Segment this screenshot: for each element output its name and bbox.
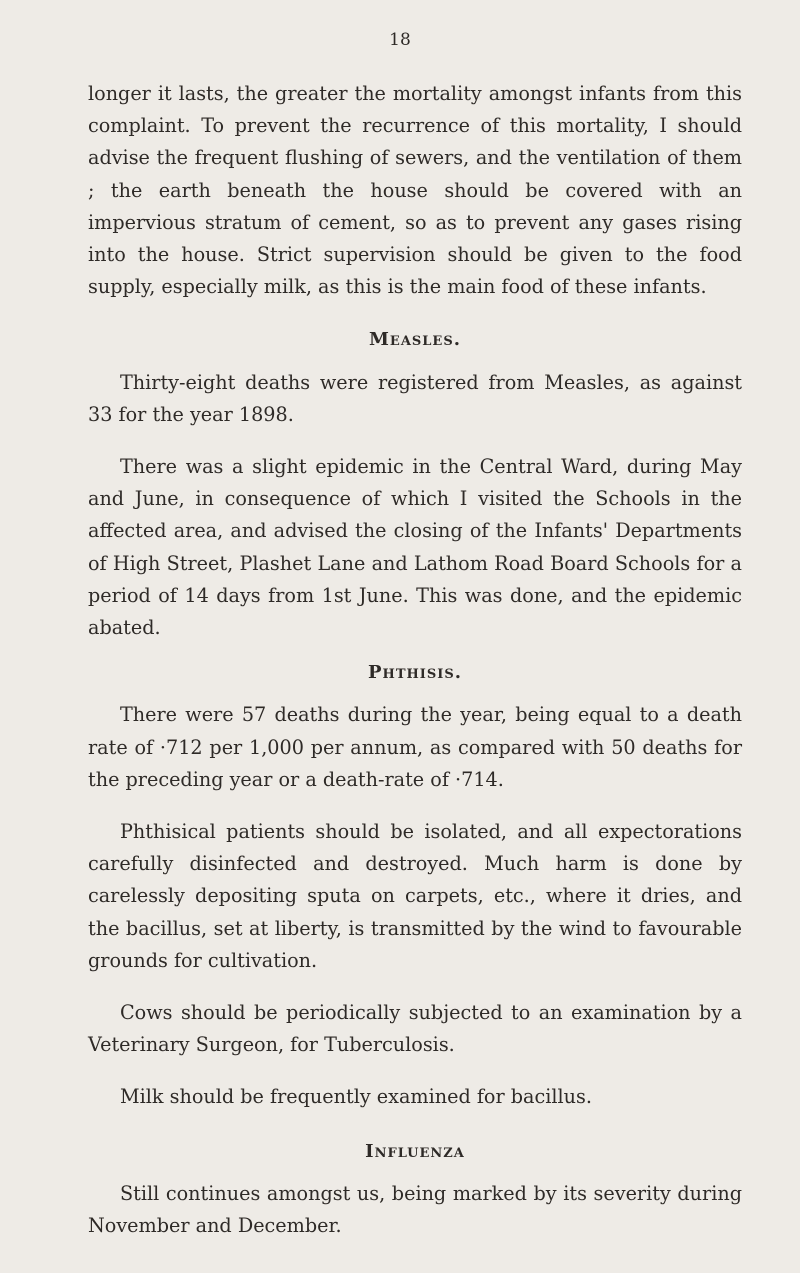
paragraph-phthisis-4: Milk should be frequently examined for bacillus. (120, 1085, 592, 1109)
paragraph-influenza-1: Still continues amongst us, being marked by its severity during November and December. (88, 1181, 742, 1238)
paragraph-phthisis-1: There were 57 deaths during the year, being equal to a death rate of ·712 per 1,000 per annum, as compared with 50 deaths for the preceding year or a death-rate of ·714. (88, 703, 742, 791)
paragraph-phthisis-3: Cows should be periodically subjected to an examination by a Veterinary Surgeon, for Tuberculosis. (88, 1001, 742, 1057)
page-number: 18 (389, 30, 411, 50)
section-heading-influenza: Influenza (365, 1140, 465, 1162)
paragraph-measles-2: There was a slight epidemic in the Central Ward, during May and June, in consequence of which I visited the Schools in the affected area, and advised the closing of the Infants' Departments of High Street, Plashet Lane and Lathom Road Board Schools for a period of 14 days from 1st June. This was done, and the epidemic abated. (88, 455, 742, 640)
section-heading-phthisis: Phthisis. (368, 662, 462, 684)
paragraph-intro: longer it lasts, the greater the mortality amongst infants from this complaint. To prevent the recurrence of this mortality, I should advise the frequent flushing of sewers, and the ventilation of them ; the earth beneath the house should be covered with an impervious stratum of cement, so as to prevent any gases rising into the house. Strict supervision should be given to the food supply, especially milk, as this is the main food of these infants. (88, 82, 742, 299)
section-heading-measles: Measles. (368, 329, 461, 351)
paragraph-phthisis-2: Phthisical patients should be isolated, and all expectorations carefully disinfected and destroyed. Much harm is done by carelessly depositing sputa on carpets, etc., where it dries, and the bacillus, set at liberty, is transmitted by the wind to favourable grounds for cultivation. (88, 820, 742, 972)
paragraph-measles-1: Thirty-eight deaths were registered from Measles, as against 33 for the year 1898. (88, 370, 742, 426)
document-body (88, 78, 742, 1242)
